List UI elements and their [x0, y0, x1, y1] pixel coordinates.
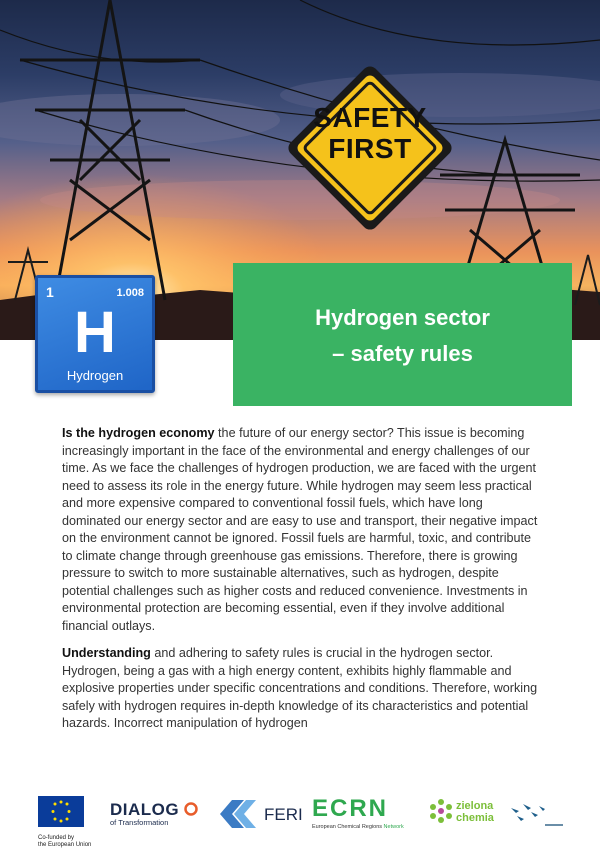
footer-logos	[0, 780, 600, 849]
eu-flag-icon	[38, 796, 84, 827]
ecrn-word: ECRN	[312, 795, 389, 822]
dialog-word: DIALOG	[110, 800, 180, 819]
feri-emblem-icon	[214, 794, 260, 834]
dialog-subtitle: of Transformation	[110, 818, 169, 827]
paragraph-2-lead: Understanding	[62, 646, 151, 660]
feri-word: FERI	[264, 805, 303, 824]
page-title-line1: Hydrogen sector	[315, 305, 490, 330]
page-title-line2: – safety rules	[332, 341, 473, 366]
hydrogen-element-tile	[35, 275, 155, 393]
safety-sign-line2: FIRST	[328, 133, 412, 164]
zielona-dots-icon	[428, 798, 454, 824]
paragraph-1	[62, 425, 544, 635]
eu-caption-line1: Co-funded by	[38, 835, 75, 841]
zielona-chemia-logo	[428, 798, 508, 832]
page-title	[233, 300, 572, 372]
paragraph-1-lead: Is the hydrogen economy	[62, 426, 215, 440]
feri-logo	[214, 794, 304, 834]
paragraph-1-text: the future of our energy sector? This issue is becoming increasingly important in the face of the environmental and energy challenges of our time. As we face the challenges of hydrogen production, we are faced with the urgent need to assess its role in the energy future. While hydrogen may seem less practical and more expensive compared to conventional fossil fuels, which have long dominated our energy sector and are easy to use and transport, their negative impact on the environment cannot be ignored. Fossil fuels are harmful, toxic, and contribute to climate change through greenhouse gas emissions. Therefore, there is growing pressure to switch to more sustainable alternatives, such as hydrogen, despite potential challenges such as higher costs and reduced convenience. Investments in environmental protection are becoming essential, even if they involve additional financial outlays.	[62, 426, 538, 633]
birds-logo-icon	[505, 798, 565, 832]
safety-sign-text	[282, 102, 458, 164]
dialog-logo	[110, 800, 200, 827]
ecrn-logo	[312, 796, 422, 830]
atomic-mass: 1.008	[116, 287, 144, 299]
zielona-word-1: zielona	[456, 800, 494, 812]
title-box	[233, 263, 572, 406]
article-body	[62, 425, 544, 743]
ecrn-subtitle-b: Network	[383, 824, 404, 830]
dialog-circle-icon	[184, 802, 198, 816]
paragraph-2-text: and adhering to safety rules is crucial in the hydrogen sector. Hydrogen, being a gas with a high energy content, exhibits highly flammable and explosive properties under specific concentrations and conditions. Therefore, working safely with hydrogen requires in-depth knowledge of its characteristics and potential hazards. Incorrect manipulation of hydrogen	[62, 646, 538, 730]
safety-sign-line1: SAFETY	[313, 102, 427, 133]
eu-caption-line2: the European Union	[38, 842, 92, 848]
zielona-word-2: chemia	[456, 812, 494, 824]
element-symbol: H	[74, 300, 116, 365]
ecrn-subtitle	[312, 824, 422, 830]
eu-logo	[38, 796, 108, 849]
element-name: Hydrogen	[66, 368, 124, 383]
paragraph-2	[62, 645, 544, 733]
atomic-number: 1	[46, 284, 54, 300]
ecrn-subtitle-a: European Chemical Regions	[312, 824, 384, 830]
